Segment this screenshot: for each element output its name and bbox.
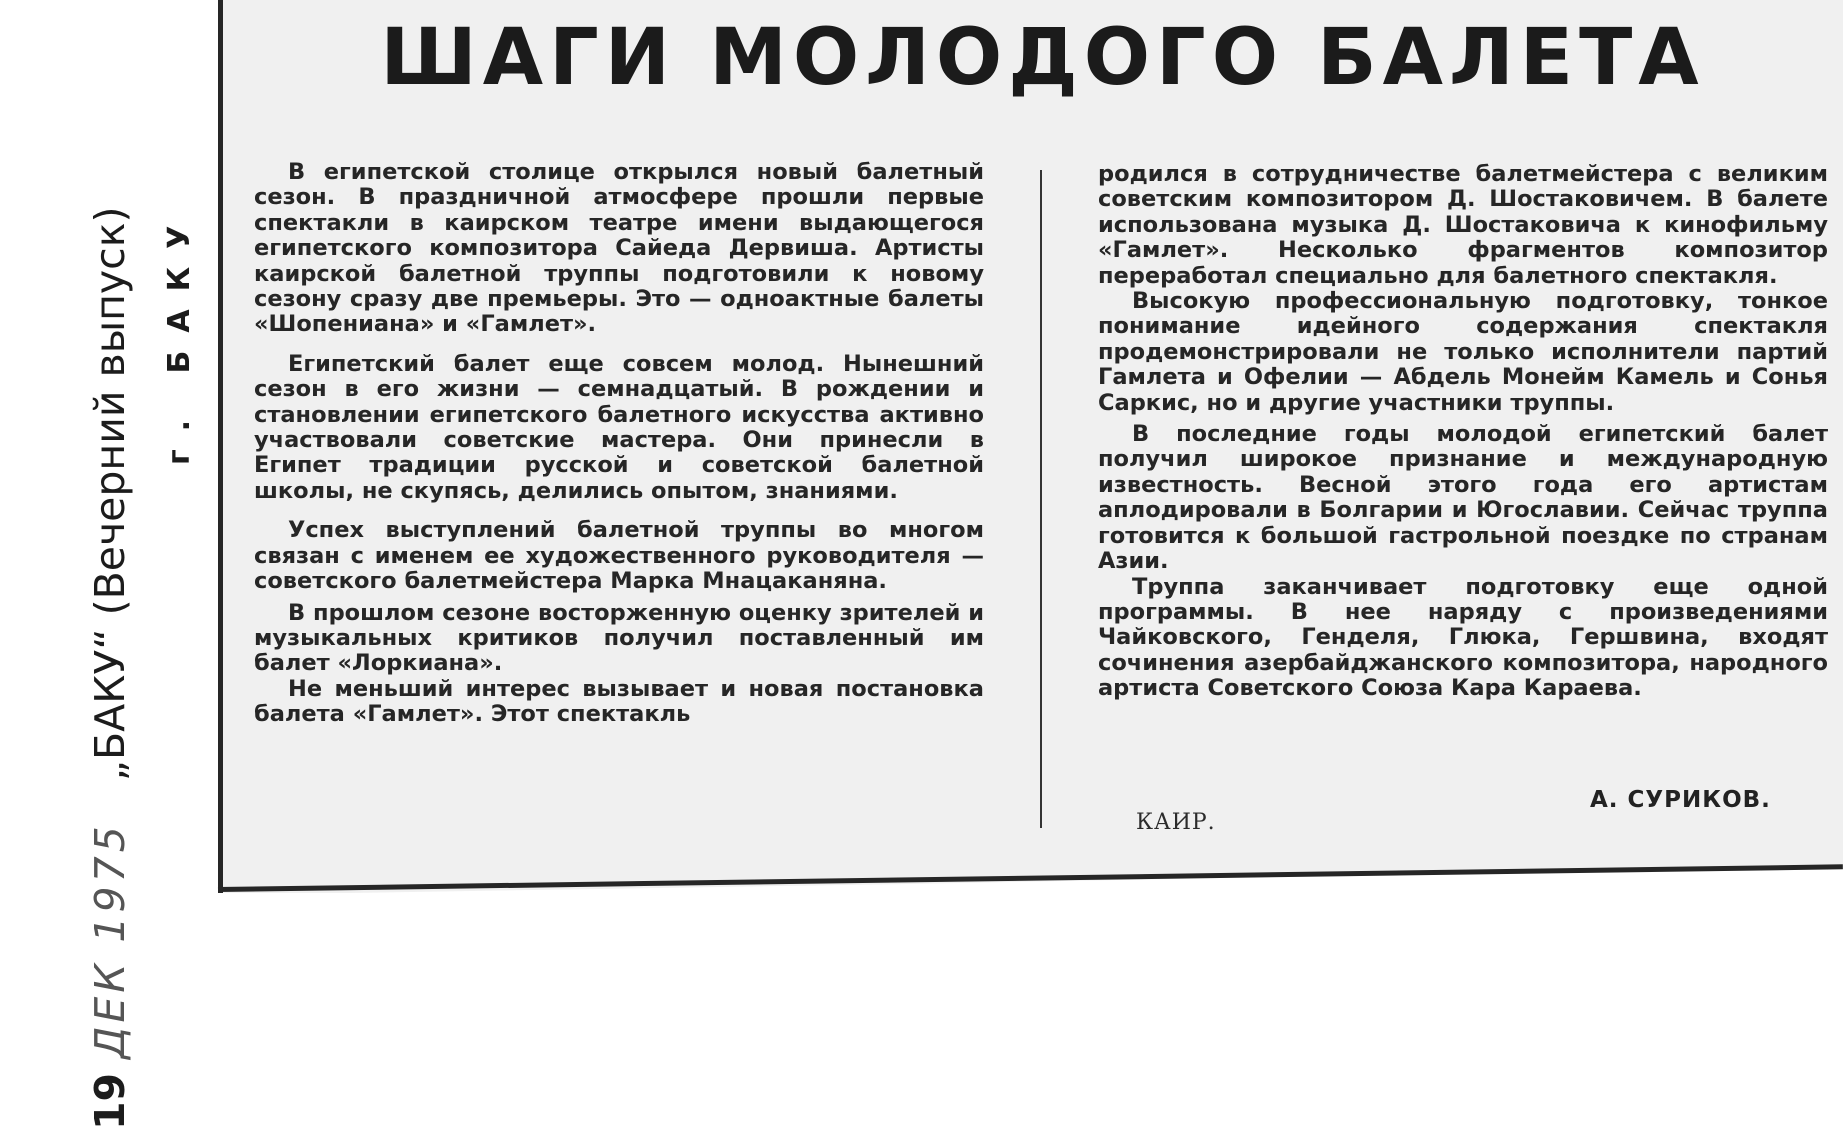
paragraph: Труппа заканчивает подготовку еще одной программы. В нее наряду с произведениями Чайковского, Генделя, Глюка, Гершвина, входят сочинения азербайджанского композитора, народного артиста Советского Союза Кара Караева. [1098, 573, 1828, 702]
paragraph: Не меньший интерес вызывает и новая постановка балета «Гамлет». Этот спектакль [254, 675, 984, 728]
article-author: А. СУРИКОВ. [1590, 787, 1771, 813]
article-right-column [1098, 162, 1828, 702]
article-left-column [254, 160, 984, 728]
clipping-left-border [218, 0, 223, 893]
paragraph: Египетский балет еще совсем молод. Нынешний сезон в его жизни — семнадцатый. В рождении и становлении египетского балетного искусства активно участвовали советские мастера. Они принесли в Египет традиции русской и советской балетной школы, не скупясь, делились опытом, знаниями. [254, 350, 984, 504]
article-dateline: КАИР. [1136, 810, 1216, 835]
stamp-day: 19 [86, 1072, 134, 1130]
column-divider [1040, 170, 1042, 828]
article-headline: ШАГИ МОЛОДОГО БАЛЕТА [380, 13, 1705, 103]
paragraph: Успех выступлений балетной труппы во многом связан с именем ее художественного руководителя — советского балетмейстера Марка Мнацаканяна. [254, 517, 984, 595]
paragraph: В египетской столице открылся новый балетный сезон. В праздничной атмосфере прошли первые спектакли в каирском театре имени выдающегося египетского композитора Сайеда Дервиша. Артисты каирской балетной труппы подготовили к новому сезону сразу две премьеры. Это — одноактные балеты «Шопениана» и «Гамлет». [254, 159, 984, 338]
paragraph: В прошлом сезоне восторженную оценку зрителей и музыкальных критиков получил поставленный им балет «Лоркиана». [254, 599, 984, 677]
paragraph: родился в сотрудничестве балетмейстера с великим советским композитором Д. Шостаковичем. В балете использована музыка Д. Шостаковича к кинофильму «Гамлет». Несколько фрагментов композитор переработал специально для балетного спектакля. [1098, 161, 1828, 289]
stamp-newspaper: „БАКУ“ (Вечерний выпуск) [86, 206, 134, 782]
paragraph: Высокую профессиональную подготовку, тонкое понимание идейного содержания спектакля продемонстрировали не только исполнители партий Гамлета и Офелии — Абдель Монейм Камель и Сонья Саркис, но и другие участники труппы. [1098, 288, 1828, 416]
stamp-date [86, 822, 134, 1130]
paragraph: В последние годы молодой египетский балет получил широкое признание и международную известность. Весной этого года его артистам аплодировали в Болгарии и Югославии. Сейчас труппа готовится к большой гастрольной поездке по странам Азии. [1098, 421, 1828, 575]
publication-stamp [86, 207, 134, 1130]
stamp-month-year: ДЕК 1975 [86, 822, 134, 1059]
stamp-city: г. БАКУ [162, 207, 197, 465]
